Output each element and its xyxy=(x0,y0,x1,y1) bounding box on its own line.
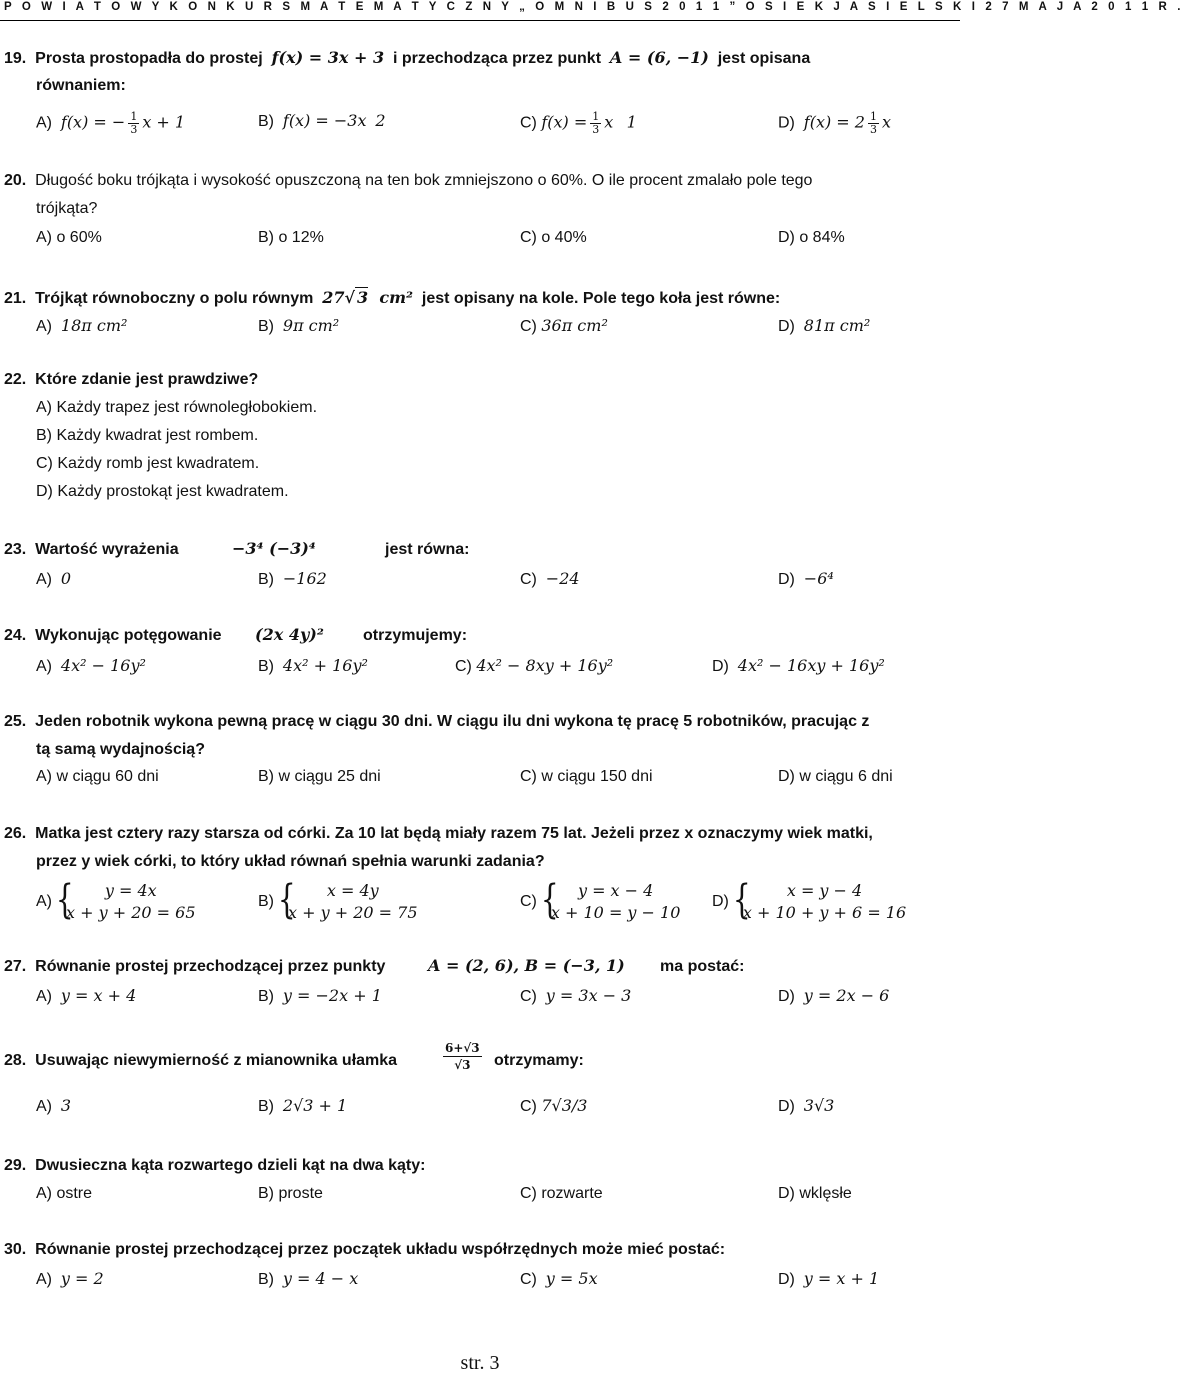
question-20-line2: trójkąta? xyxy=(36,200,98,217)
q22-option-a[interactable]: A) Każdy trapez jest równoległobokiem. xyxy=(36,399,318,416)
q21-option-c[interactable]: C) 36π cm² xyxy=(520,316,608,335)
question-28: 28. Usuwając niewymierność z mianownika ułamka xyxy=(4,1052,398,1069)
question-29: 29. Dwusieczna kąta rozwartego dzieli kąt na dwa kąty: xyxy=(4,1157,426,1174)
q24-option-c[interactable]: C) 4x² − 8xy + 16y² xyxy=(455,656,614,675)
q27-option-b[interactable]: B) y = −2x + 1 xyxy=(258,986,382,1005)
q23-expression: −3⁴ (−3)⁴ xyxy=(232,539,316,558)
contest-header: P O W I A T O W Y K O N K U R S M A T E M A T Y C Z N Y „ O M N I B U S 2 0 1 1 ” O S I E K J A S I E L S K I 2 7 M A J A 2 0 1 1 R . xyxy=(4,1,1184,13)
q21-option-a[interactable]: A) 18π cm² xyxy=(36,316,128,335)
q22-option-b[interactable]: B) Każdy kwadrat jest rombem. xyxy=(36,427,259,444)
question-19-line2: równaniem: xyxy=(36,77,126,94)
q22-option-d[interactable]: D) Każdy prostokąt jest kwadratem. xyxy=(36,483,289,500)
q20-option-a[interactable]: A) o 60% xyxy=(36,229,102,246)
q24-option-d[interactable]: D) 4x² − 16xy + 16y² xyxy=(712,656,885,675)
question-30: 30. Równanie prostej przechodzącej przez początek układu współrzędnych może mieć postać: xyxy=(4,1241,726,1258)
q26-option-d[interactable]: D) { x = y − 4 x + 10 + y + 6 = 16 xyxy=(712,877,907,923)
q28-option-d[interactable]: D) 3√3 xyxy=(778,1096,835,1115)
page-number: str. 3 xyxy=(460,1352,500,1374)
q19-option-b[interactable]: B) f(x) = −3x 2 xyxy=(258,111,386,130)
q30-option-b[interactable]: B) y = 4 − x xyxy=(258,1269,359,1288)
q30-option-a[interactable]: A) y = 2 xyxy=(36,1269,104,1288)
question-25-line2: tą samą wydajnością? xyxy=(36,741,205,758)
q20-option-c[interactable]: C) o 40% xyxy=(520,229,587,246)
q28-fraction: $\frac{6+√3}{√3}$ xyxy=(445,1041,480,1072)
q24-option-a[interactable]: A) 4x² − 16y² xyxy=(36,656,146,675)
q19-option-c[interactable]: C) f(x) = $\frac{1}{3}$ x 1 xyxy=(520,110,637,136)
q26-option-b[interactable]: B) { x = 4y x + y + 20 = 75 xyxy=(258,877,418,923)
q19-option-d[interactable]: D) f(x) = 2 $\frac{1}{3}$ x xyxy=(778,110,891,136)
q26-option-c[interactable]: C) { y = x − 4 x + 10 = y − 10 xyxy=(520,877,681,923)
question-23: 23. Wartość wyrażenia xyxy=(4,541,179,558)
question-19: 19. Prosta prostopadła do prostej f(x) = 3x + 3 i przechodząca przez punkt A = (6, −1) jest opisana xyxy=(4,48,811,67)
q20-option-d[interactable]: D) o 84% xyxy=(778,229,845,246)
q23-option-c[interactable]: C) −24 xyxy=(520,569,580,588)
q28-option-c[interactable]: C) 7√3/3 xyxy=(520,1096,588,1115)
q28-option-a[interactable]: A) 3 xyxy=(36,1096,72,1115)
q25-option-d[interactable]: D) w ciągu 6 dni xyxy=(778,768,893,785)
q26-option-a[interactable]: A) { y = 4x x + y + 20 = 65 xyxy=(36,877,196,923)
q23-option-a[interactable]: A) 0 xyxy=(36,569,72,588)
q24-tail: otrzymujemy: xyxy=(363,627,468,644)
q27-option-c[interactable]: C) y = 3x − 3 xyxy=(520,986,632,1005)
question-25: 25. Jeden robotnik wykona pewną pracę w ciągu 30 dni. W ciągu ilu dni wykona tę pracę 5 robotników, pracując z xyxy=(4,713,870,730)
q20-option-b[interactable]: B) o 12% xyxy=(258,229,324,246)
question-26: 26. Matka jest cztery razy starsza od córki. Za 10 lat będą miały razem 75 lat. Jeżeli przez x oznaczymy wiek matki, xyxy=(4,825,873,842)
header-divider xyxy=(0,20,960,21)
q29-option-a[interactable]: A) ostre xyxy=(36,1185,93,1202)
q27-expression: A = (2, 6), B = (−3, 1) xyxy=(428,956,625,975)
q27-option-a[interactable]: A) y = x + 4 xyxy=(36,986,137,1005)
q25-option-a[interactable]: A) w ciągu 60 dni xyxy=(36,768,159,785)
q22-option-c[interactable]: C) Każdy romb jest kwadratem. xyxy=(36,455,260,472)
q30-option-d[interactable]: D) y = x + 1 xyxy=(778,1269,880,1288)
q24-expression: (2x 4y)² xyxy=(255,625,324,644)
q23-option-d[interactable]: D) −6⁴ xyxy=(778,569,834,588)
q23-option-b[interactable]: B) −162 xyxy=(258,569,327,588)
question-22: 22. Które zdanie jest prawdziwe? xyxy=(4,371,259,388)
question-20: 20. Długość boku trójkąta i wysokość opuszczoną na ten bok zmniejszono o 60%. O ile procent zmalało pole tego xyxy=(4,172,813,189)
q21-option-b[interactable]: B) 9π cm² xyxy=(258,316,340,335)
q28-tail: otrzymamy: xyxy=(494,1052,584,1069)
q24-option-b[interactable]: B) 4x² + 16y² xyxy=(258,656,368,675)
q28-option-b[interactable]: B) 2√3 + 1 xyxy=(258,1096,348,1115)
q27-tail: ma postać: xyxy=(660,958,745,975)
q25-option-b[interactable]: B) w ciągu 25 dni xyxy=(258,768,381,785)
q25-option-c[interactable]: C) w ciągu 150 dni xyxy=(520,768,653,785)
q27-option-d[interactable]: D) y = 2x − 6 xyxy=(778,986,890,1005)
q23-tail: jest równa: xyxy=(385,541,470,558)
q21-option-d[interactable]: D) 81π cm² xyxy=(778,316,871,335)
q30-option-c[interactable]: C) y = 5x xyxy=(520,1269,598,1288)
question-24: 24. Wykonując potęgowanie xyxy=(4,627,222,644)
q29-option-c[interactable]: C) rozwarte xyxy=(520,1185,603,1202)
question-26-line2: przez y wiek córki, to który układ równań spełnia warunki zadania? xyxy=(36,853,545,870)
question-21: 21. Trójkąt równoboczny o polu równym 27√ 3 cm² jest opisany na kole. Pole tego koła jest równe: xyxy=(4,288,781,307)
q29-option-b[interactable]: B) proste xyxy=(258,1185,323,1202)
q29-option-d[interactable]: D) wklęsłe xyxy=(778,1185,852,1202)
q19-option-a[interactable]: A) f(x) = − $\frac{1}{3}$ x + 1 xyxy=(36,110,186,136)
question-27: 27. Równanie prostej przechodzącej przez punkty xyxy=(4,958,386,975)
